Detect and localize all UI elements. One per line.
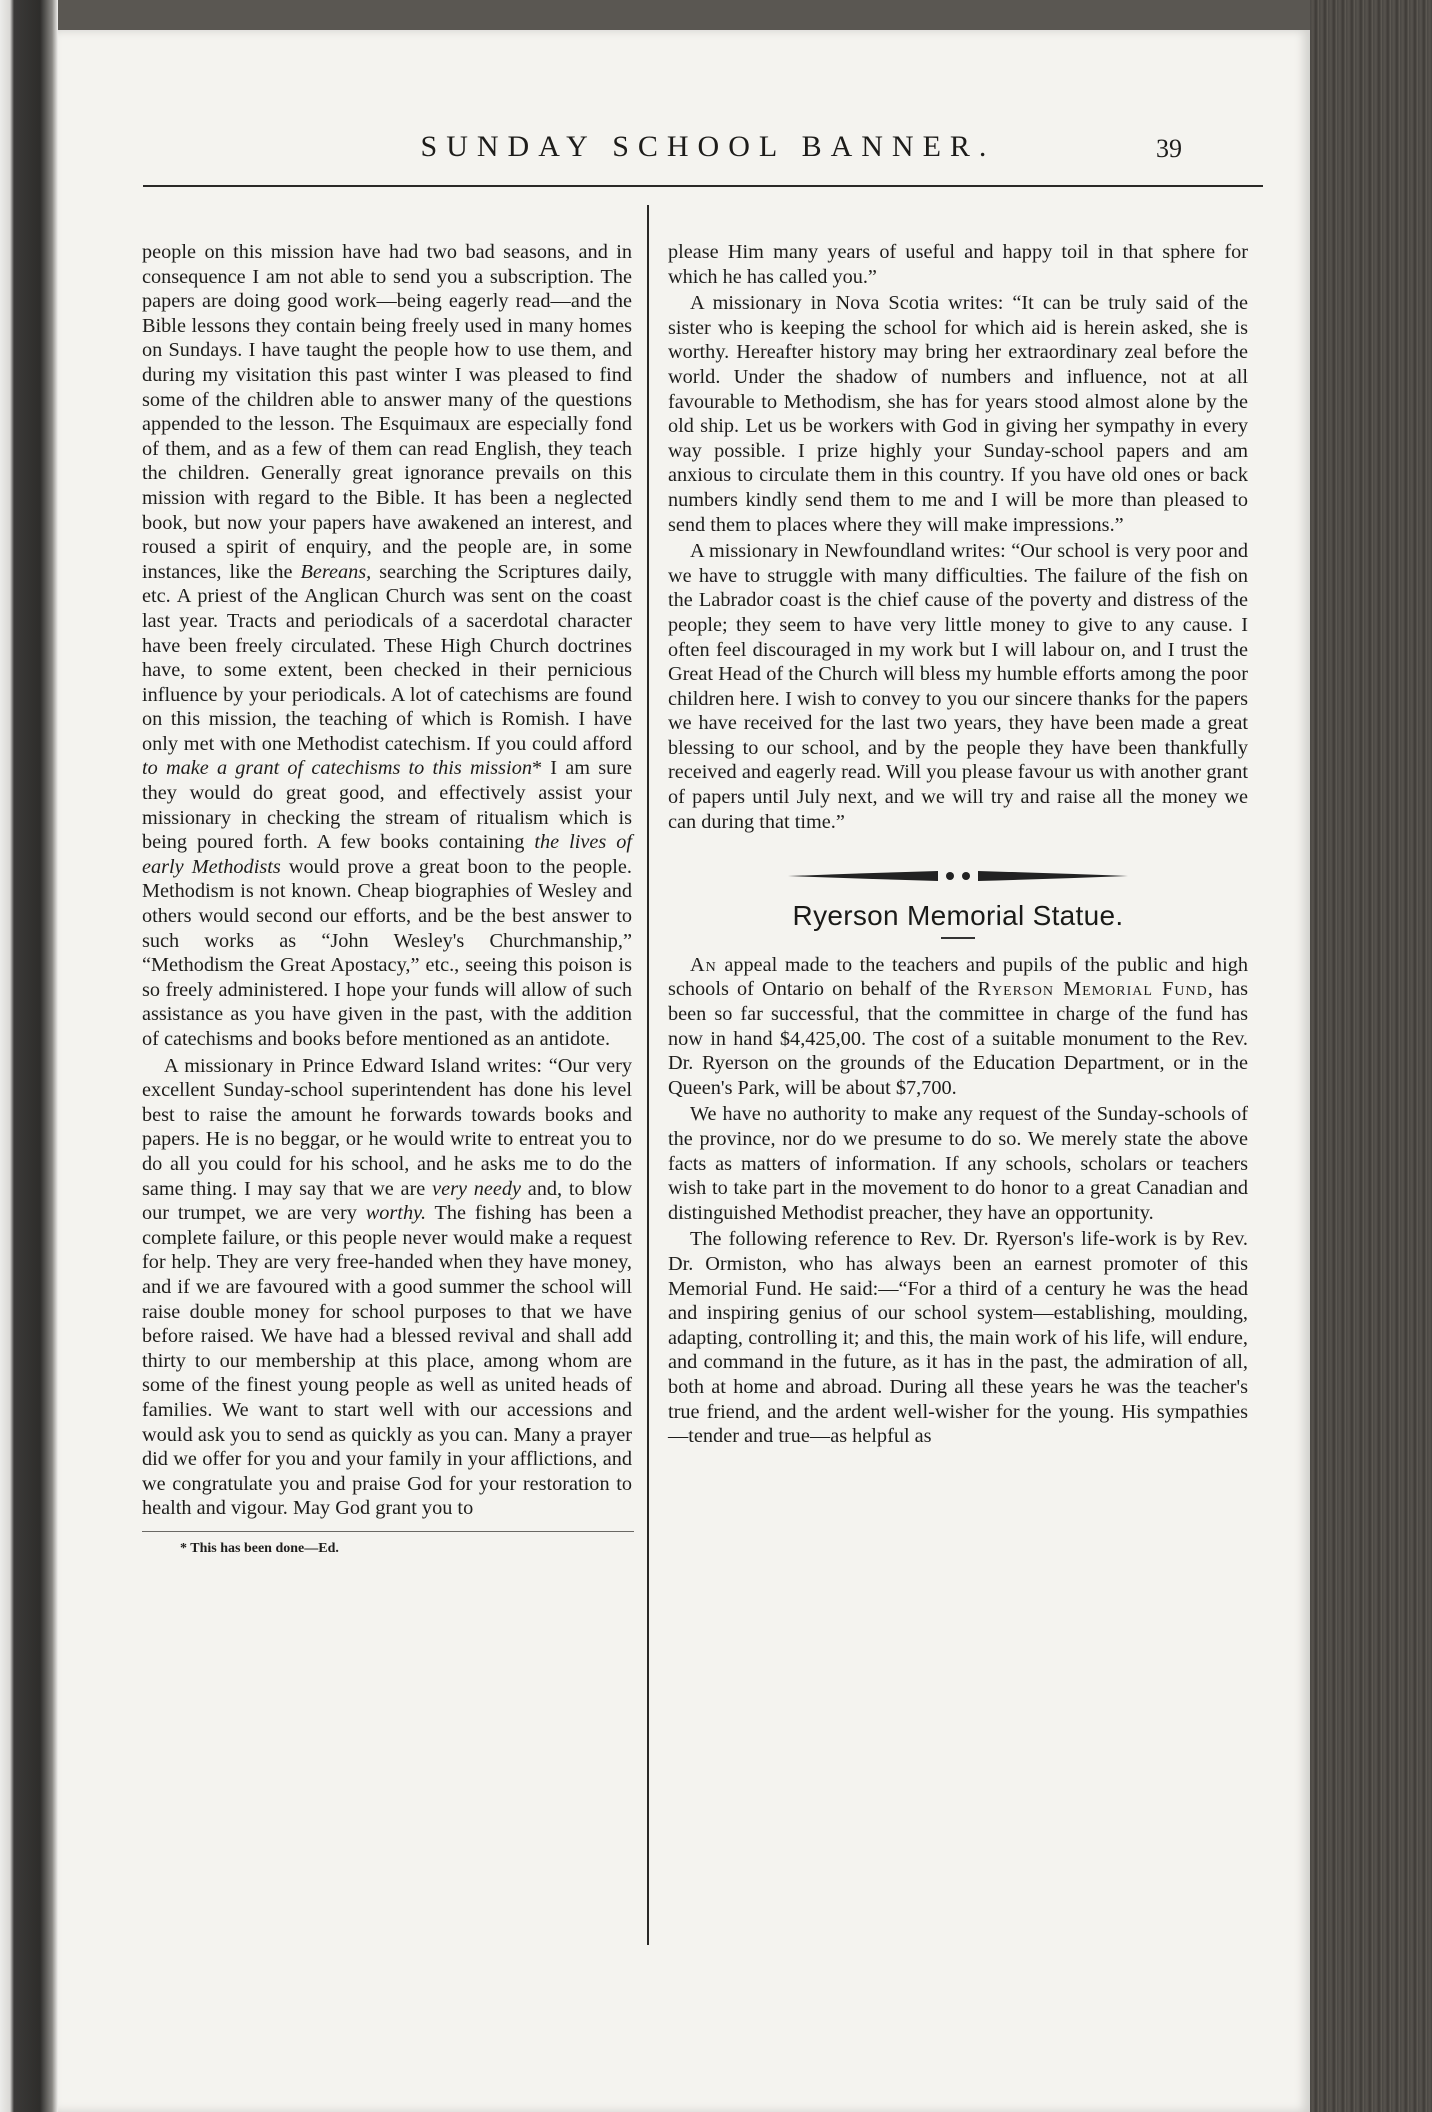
- right-column: [668, 240, 1248, 1449]
- footnote: * This has been done—Ed.: [180, 1540, 339, 1556]
- paragraph: [142, 1054, 632, 1521]
- scan-binding-edge: [0, 0, 58, 2112]
- italic-run: worthy.: [365, 1202, 427, 1225]
- column-divider: [647, 205, 649, 1945]
- paragraph: [668, 291, 1248, 537]
- section-heading: Ryerson Memorial Statue.: [792, 900, 1124, 932]
- paragraph: [668, 953, 1248, 1101]
- italic-run: to make a grant of catechisms to this mission: [142, 757, 532, 780]
- text-run: and, to blow our trumpet, we are very: [142, 1177, 632, 1225]
- text-run: appeal made to the teachers and pupils of the public and high schools of Ontario on behalf of the: [668, 953, 1248, 1001]
- text-run: searching the Scriptures daily, etc. A priest of the Anglican Church was sent on the coast last year. Tracts and periodicals of a sacerdotal character have been freely circulated. These High Church doctrines have, to some extent, been checked in their pernicious influence by your periodicals. A lot of catechisms are found on this mission, the teaching of which is Romish. I have only met with one Methodist catechism. If you could afford: [142, 560, 633, 755]
- page-number: 39: [1156, 134, 1182, 163]
- book-page: [58, 30, 1310, 2112]
- text-run: people on this mission have had two bad seasons, and in consequence I am not able to send you a subscription. The papers are doing good work—being eagerly read—and the Bible lessons they contain being freely used in many homes on Sundays. I have taught the people how to use them, and during my visitation this past winter I was pleased to find some of the children able to answer many of the questions appended to the lesson. The Esquimaux are especially fond of them, and as a few of them can read English, they teach the children. Generally great ignorance prevails on this mission with regard to the Bible. It has been a neglected book, but now your papers have awakened an interest, and roused a spirit of enquiry, and the people are, in some instances, like the: [142, 241, 632, 583]
- text-run: A missionary in Newfoundland writes: “Our school is very poor and we have to struggle with many difficulties. The failure of the fish on the Labrador coast is the chief cause of the poverty and distress of the people; they seem to have very little money to give to any cause. I often feel discouraged in my work but I will labour on, and I trust the Great Head of the Church will bless my humble efforts among the poor children here. I wish to convey to you our sincere thanks for the papers we have received for the last two years, they have been made a great blessing to our school, and by the people they have been thankfully received and eagerly read. Will you please favour us with another grant of papers until July next, and we will try and raise all the money we can during that time.”: [668, 540, 1248, 833]
- text-run: , has been so far successful, that the committee in charge of the fund has now in hand $4,425,00. The cost of a suitable monument to the Rev. Dr. Ryerson on the grounds of the Education Department, or in the Queen's Park, will be about $7,700.: [668, 978, 1249, 1099]
- paragraph: [142, 240, 632, 1052]
- left-column: [142, 240, 632, 1558]
- header-rule: [143, 185, 1263, 187]
- text-run: would prove a great boon to the people. Methodism is not known. Cheap biographies of Wesley and others would second our efforts, and be the best answer to such works as “John Wesley's Churchmanship,” “Methodism the Great Apostacy,” etc., seeing this poison is so freely administered. I hope your funds will allow of such assistance as you have given in the past, with the addition of catechisms and books before mentioned as an antidote.: [142, 855, 633, 1050]
- text-run: We have no authority to make any request of the Sunday-schools of the province, nor do we presume to do so. We merely state the above facts as matters of information. If any schools, scholars or teachers wish to take part in the movement to do honor to a great Canadian and distinguished Methodist preacher, they have an opportunity.: [668, 1103, 1248, 1224]
- running-title: SUNDAY SCHOOL BANNER.: [420, 130, 996, 163]
- italic-run: Bereans,: [300, 560, 372, 583]
- paragraph: [668, 1227, 1248, 1448]
- scan-page-stack-edge: [1310, 0, 1432, 2112]
- text-run: please Him many years of useful and happy toil in that sphere for which he has called you.”: [668, 241, 1248, 288]
- heading-rule: [941, 937, 975, 939]
- paragraph: [668, 539, 1248, 834]
- paragraph: [668, 1102, 1248, 1225]
- text-run: A missionary in Prince Edward Island writes: “Our very excellent Sunday-school superintendent has done his level best to raise the amount he forwards towards books and papers. He is no beggar, or he would write to entreat you to do all you could for his school, and he asks me to do the same thing. I may say that we are: [142, 1054, 632, 1200]
- paragraph: [668, 240, 1248, 289]
- text-run: The fishing has been a complete failure, or this people never would make a request for help. They are very free-handed when they have money, and if we are favoured with a good summer the school will raise double money for school purposes to that we have before raised. We have had a blessed revival and shall add thirty to our membership at this place, among whom are some of the finest young people as well as united heads of families. We want to start well with our accessions and would ask you to send as quickly as you can. Many a prayer did we offer for you and your family in your afflictions, and we congratulate you and praise God for your restoration to health and vigour. May God grant you to: [142, 1202, 632, 1520]
- small-caps-run: An: [690, 953, 717, 976]
- text-run: * I am sure they would do great good, and effectively assist your missionary in checking the stream of ritualism which is being poured forth. A few books containing: [142, 757, 633, 854]
- italic-run: very needy: [432, 1177, 522, 1200]
- ornamental-divider: [788, 868, 1128, 884]
- text-run: A missionary in Nova Scotia writes: “It can be truly said of the sister who is keeping the school for which aid is herein asked, she is worthy. Hereafter history may bring her extraordinary zeal before the world. Under the shadow of numbers and influence, not at all favourable to Methodism, she has for years stood almost alone by the old ship. Let us be workers with God in giving her sympathy in every way possible. I prize highly your Sunday-school papers and am anxious to circulate them in this country. If you have old ones or back numbers kindly send them to me and I will be more than pleased to send them to places where they will make impressions.”: [668, 292, 1248, 536]
- footnote-rule: [142, 1531, 634, 1532]
- text-run: The following reference to Rev. Dr. Ryerson's life-work is by Rev. Dr. Ormiston, who has always been an earnest promoter of this Memorial Fund. He said:—“For a third of a century he was the head and inspiring genius of our school system—establishing, moulding, adapting, controlling it; and this, the main work of his life, will endure, and command in the future, as it has in the past, the admiration of all, both at home and abroad. During all these years he was the teacher's true friend, and the ardent well-wisher for the young. His sympathies—tender and true—as helpful as: [668, 1228, 1248, 1448]
- small-caps-run: Ryerson Memorial Fund: [977, 978, 1208, 1001]
- italic-run: the lives of early Methodists: [142, 831, 633, 878]
